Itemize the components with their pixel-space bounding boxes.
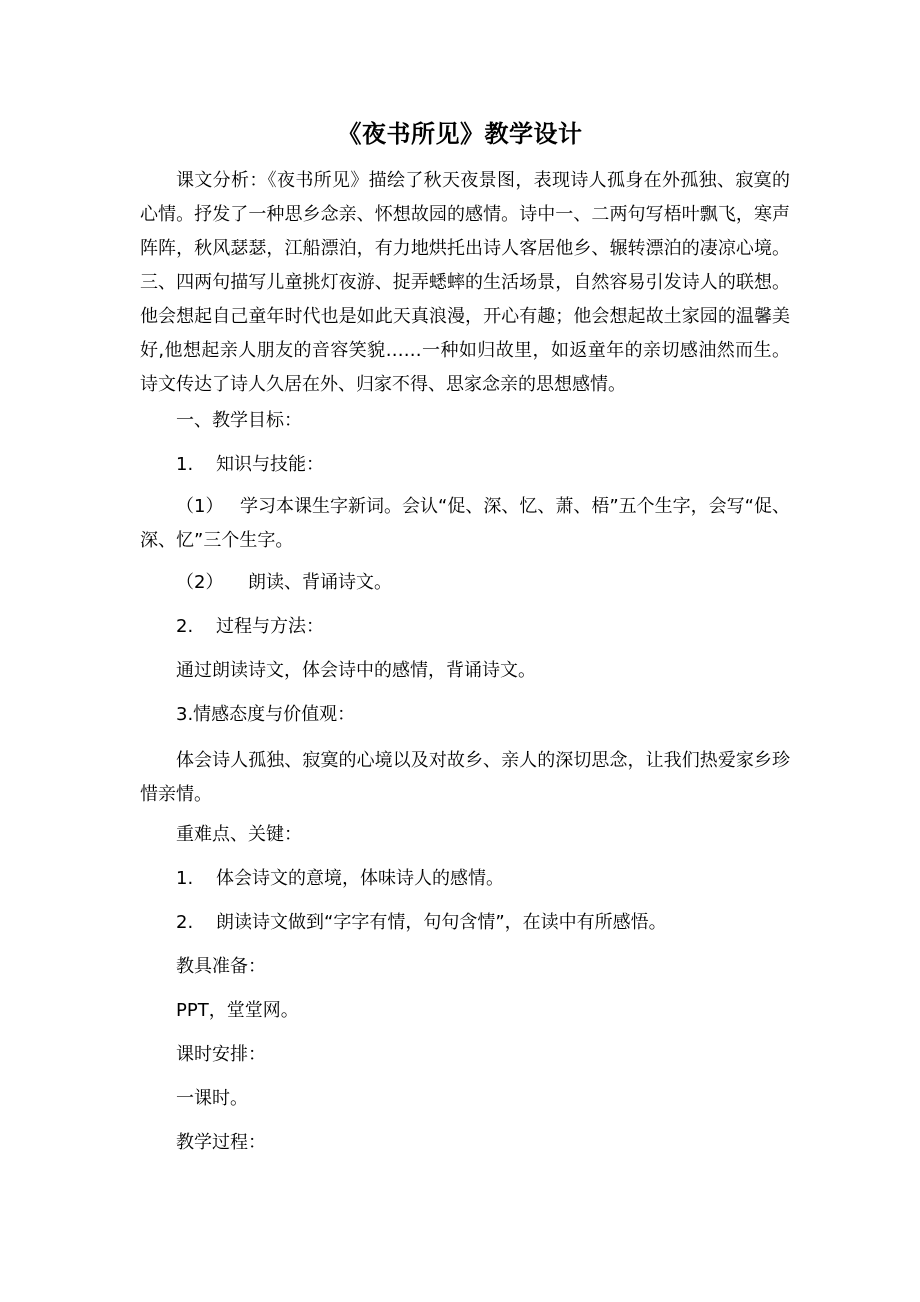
key-points-heading: 重难点、关键：	[176, 824, 302, 845]
key-point-2	[176, 908, 667, 938]
lesson-analysis-paragraph: 课文分析：《夜书所见》描绘了秋天夜景图，表现诗人孤身在外孤独、寂寞的心情。抒发了一种思乡念亲、怀想故园的感情。诗中一、二两句写梧叶飘飞，寒声阵阵，秋风瑟瑟，江船漂泊，有力地烘托出诗人客居他乡、辗转漂泊的凄凉心境。三、四两句描写儿童挑灯夜游、捉弄蟋蟀的生活场景，自然容易引发诗人的联想。他会想起自己童年时代也是如此天真浪漫，开心有趣；他会想起故土家园的温馨美好,他想起亲人朋友的音容笑貌……一种如归故里，如返童年的亲切感油然而生。诗文传达了诗人久居在外、归家不得、思家念亲的思想感情。	[140, 170, 790, 395]
schedule-heading: 课时安排：	[176, 1044, 266, 1065]
subitem-text: 学习本课生字新词。会认“促、深、忆、萧、梧”五个生字，会写“促、深、忆”三个生字。	[140, 496, 790, 551]
key-point-text: 体会诗文的意境，体味诗人的感情。	[216, 868, 504, 889]
subitem-number: （2）	[176, 572, 224, 593]
goal-item-process	[176, 612, 324, 642]
goal-item-emotion: 3.情感态度与价值观：	[176, 704, 356, 725]
subitem-number: （1）	[176, 496, 224, 517]
document-title: 《夜书所见》教学设计	[337, 120, 583, 148]
goal-item-number: 1.	[176, 454, 194, 475]
goals-heading: 一、教学目标：	[176, 410, 302, 431]
key-point-1	[176, 864, 504, 894]
goal-subitem-1	[140, 490, 790, 558]
goal-item-label: 知识与技能：	[216, 454, 324, 475]
emotion-paragraph: 体会诗人孤独、寂寞的心境以及对故乡、亲人的深切思念，让我们热爱家乡珍惜亲情。	[140, 750, 790, 805]
goal-item-number: 2.	[176, 616, 194, 637]
goal-item-knowledge	[176, 450, 324, 480]
key-point-number: 2.	[176, 912, 194, 933]
goal-item-label: 过程与方法：	[216, 616, 324, 637]
tools-heading: 教具准备：	[176, 956, 266, 977]
method-text: 通过朗读诗文，体会诗中的感情，背诵诗文。	[176, 660, 536, 681]
key-point-text: 朗读诗文做到“字字有情，句句含情”，在读中有所感悟。	[216, 912, 667, 933]
goal-subitem-2	[176, 568, 392, 598]
tools-text: PPT，堂堂网。	[176, 1000, 299, 1021]
process-heading: 教学过程：	[176, 1132, 266, 1153]
schedule-text: 一课时。	[176, 1088, 248, 1109]
subitem-text: 朗读、背诵诗文。	[248, 572, 392, 593]
key-point-number: 1.	[176, 868, 194, 889]
